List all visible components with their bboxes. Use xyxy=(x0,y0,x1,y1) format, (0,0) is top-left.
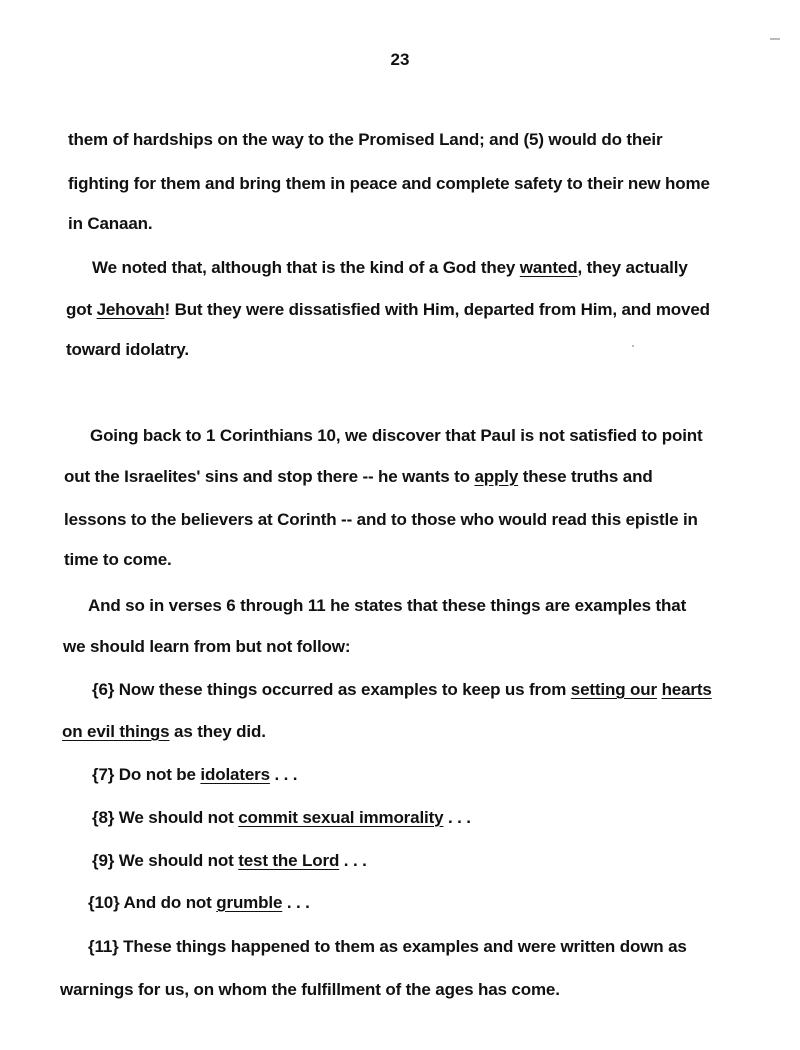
text-line xyxy=(92,680,712,700)
text-segment: . . . xyxy=(282,893,310,912)
text-segment: as they did. xyxy=(169,722,266,741)
underlined-text: on evil things xyxy=(62,722,170,741)
underlined-text: apply xyxy=(474,467,519,486)
text-segment: And so in verses 6 through 11 he states that these things are examples that xyxy=(88,596,687,615)
text-segment: we should learn from but not follow: xyxy=(63,637,351,656)
scan-speck xyxy=(770,38,780,40)
text-segment: {7} Do not be xyxy=(92,765,201,784)
text-segment: got xyxy=(66,300,97,319)
text-line xyxy=(68,174,710,194)
text-segment: toward idolatry. xyxy=(66,340,189,359)
text-line xyxy=(92,808,471,828)
text-line xyxy=(88,937,687,957)
text-line xyxy=(64,550,172,570)
underlined-text: hearts xyxy=(661,680,712,699)
text-segment: ! But they were dissatisfied with Him, departed from Him, and moved xyxy=(164,300,710,319)
text-line xyxy=(66,340,189,360)
underlined-text: Jehovah xyxy=(96,300,165,319)
text-line xyxy=(64,510,698,530)
underlined-text: grumble xyxy=(216,893,283,912)
text-segment: these truths and xyxy=(518,467,653,486)
text-segment: We noted that, although that is the kind of a God they xyxy=(92,258,520,277)
underlined-text: setting our xyxy=(570,680,657,699)
underlined-text: test the Lord xyxy=(238,851,340,870)
text-line xyxy=(92,258,688,278)
text-line xyxy=(63,637,350,657)
text-line xyxy=(92,851,367,871)
text-segment: lessons to the believers at Corinth -- and to those who would read this epistle in xyxy=(64,510,698,529)
underlined-text: idolaters xyxy=(200,765,270,784)
text-segment: {9} We should not xyxy=(92,851,239,870)
text-line xyxy=(68,214,152,234)
text-segment: {6} Now these things occurred as examples to keep us from xyxy=(92,680,571,699)
text-line xyxy=(88,893,310,913)
text-segment: them of hardships on the way to the Promised Land; and (5) would do their xyxy=(68,130,663,149)
text-line xyxy=(68,130,662,150)
text-segment: out the Israelites' sins and stop there -- he wants to xyxy=(64,467,475,486)
text-line xyxy=(62,722,266,742)
text-line xyxy=(92,765,297,785)
text-segment: {11} These things happened to them as examples and were written down as xyxy=(88,937,687,956)
text-segment: fighting for them and bring them in peace and complete safety to their new home xyxy=(68,174,710,193)
text-segment: {10} And do not xyxy=(88,893,217,912)
text-segment: warnings for us, on whom the fulfillment of the ages has come. xyxy=(60,980,560,999)
text-line xyxy=(64,467,653,487)
text-segment: time to come. xyxy=(64,550,172,569)
text-line xyxy=(66,300,710,320)
text-segment: Going back to 1 Corinthians 10, we discover that Paul is not satisfied to point xyxy=(90,426,703,445)
text-segment: {8} We should not xyxy=(92,808,239,827)
page-number: 23 xyxy=(390,50,410,69)
underlined-text: wanted xyxy=(519,258,578,277)
text-segment: . . . xyxy=(269,765,298,784)
text-segment: in Canaan. xyxy=(68,214,153,233)
text-segment: . . . xyxy=(443,808,471,827)
text-line xyxy=(60,980,560,1000)
scan-speck xyxy=(632,345,634,347)
underlined-text: commit sexual immorality xyxy=(238,808,444,827)
text-line xyxy=(90,426,703,446)
text-segment: , they actually xyxy=(577,258,688,277)
text-segment: . . . xyxy=(339,851,367,870)
text-line xyxy=(88,596,686,616)
